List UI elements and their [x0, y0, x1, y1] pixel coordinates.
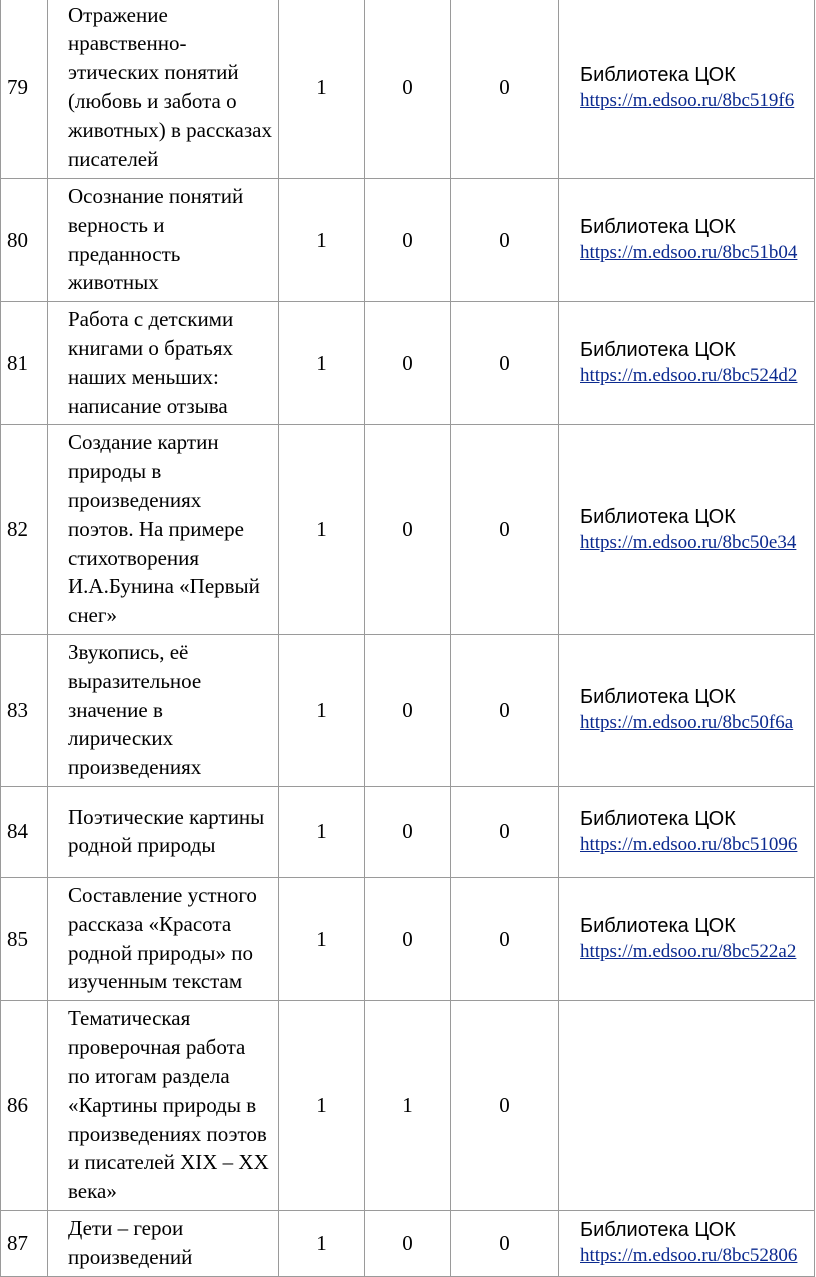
lesson-topic	[48, 0, 279, 179]
resource-link[interactable]: https://m.edsoo.ru/8bc52806	[580, 1245, 798, 1267]
table-row	[1, 425, 815, 635]
lesson-topic-text: Дети – герои произведений	[68, 1216, 193, 1269]
hours-control: 1	[365, 1001, 451, 1211]
table-row	[1, 1001, 815, 1211]
hours-practical: 0	[451, 877, 559, 1000]
lesson-topic	[48, 786, 279, 877]
hours-total: 1	[279, 0, 365, 179]
resource-label: Библиотека ЦОК	[580, 1219, 736, 1242]
resource-link[interactable]: https://m.edsoo.ru/8bc50f6a	[580, 712, 794, 734]
lesson-number: 87	[1, 1211, 48, 1277]
hours-control: 0	[365, 302, 451, 425]
hours-total: 1	[279, 425, 365, 635]
lesson-topic-text: Отражение нравственно-этических понятий (любовь и забота о животных) в рассказах писателей	[68, 2, 272, 171]
lesson-topic	[48, 877, 279, 1000]
lesson-topic	[48, 179, 279, 302]
hours-total: 1	[279, 786, 365, 877]
lesson-topic-text: Звукопись, её выразительное значение в лирических произведениях	[68, 639, 202, 780]
resource-link[interactable]: https://m.edsoo.ru/8bc50e34	[580, 531, 797, 553]
lesson-number: 80	[1, 179, 48, 302]
hours-total: 1	[279, 1001, 365, 1211]
hours-control: 0	[365, 425, 451, 635]
table-row	[1, 877, 815, 1000]
table-row	[1, 302, 815, 425]
lesson-number: 79	[1, 0, 48, 179]
resource-link[interactable]: https://m.edsoo.ru/8bc51096	[580, 833, 798, 855]
resource-cell	[559, 425, 815, 635]
hours-total: 1	[279, 179, 365, 302]
lesson-number: 81	[1, 302, 48, 425]
table-row	[1, 0, 815, 179]
lesson-topic-text: Создание картин природы в произведениях поэтов. На примере стихотворения И.А.Бунина «Первый снег»	[68, 430, 260, 628]
hours-total: 1	[279, 302, 365, 425]
resource-label: Библиотека ЦОК	[580, 686, 736, 709]
resource-link[interactable]: https://m.edsoo.ru/8bc51b04	[580, 242, 798, 264]
hours-control: 0	[365, 1211, 451, 1277]
resource-label: Библиотека ЦОК	[580, 807, 736, 830]
hours-control: 0	[365, 786, 451, 877]
hours-practical: 0	[451, 786, 559, 877]
hours-practical: 0	[451, 425, 559, 635]
hours-practical: 0	[451, 0, 559, 179]
resource-label: Библиотека ЦОК	[580, 915, 736, 938]
hours-practical: 0	[451, 1211, 559, 1277]
resource-label: Библиотека ЦОК	[580, 216, 736, 239]
hours-control: 0	[365, 634, 451, 786]
lesson-topic-text: Тематическая проверочная работа по итогам раздела «Картины природы в произведениях поэтов и писателей XIX – XX века»	[68, 1006, 269, 1204]
lesson-number: 84	[1, 786, 48, 877]
lesson-topic	[48, 302, 279, 425]
resource-cell	[559, 877, 815, 1000]
hours-control: 0	[365, 179, 451, 302]
lesson-topic-text: Осознание понятий верность и преданность животных	[68, 184, 244, 295]
hours-practical: 0	[451, 634, 559, 786]
resource-cell	[559, 786, 815, 877]
lesson-topic	[48, 1211, 279, 1277]
resource-label: Библиотека ЦОК	[580, 63, 736, 86]
lesson-number: 85	[1, 877, 48, 1000]
lesson-topic-text: Поэтические картины родной природы	[68, 804, 265, 858]
lesson-number: 86	[1, 1001, 48, 1211]
resource-label: Библиотека ЦОК	[580, 505, 736, 528]
resource-cell	[559, 302, 815, 425]
hours-control: 0	[365, 0, 451, 179]
table-row	[1, 1211, 815, 1277]
resource-link[interactable]: https://m.edsoo.ru/8bc519f6	[580, 89, 795, 111]
hours-practical: 0	[451, 1001, 559, 1211]
resource-cell	[559, 1001, 815, 1211]
resource-label: Библиотека ЦОК	[580, 339, 736, 362]
resource-cell	[559, 0, 815, 179]
lesson-topic	[48, 425, 279, 635]
lesson-number: 83	[1, 634, 48, 786]
hours-total: 1	[279, 877, 365, 1000]
hours-control: 0	[365, 877, 451, 1000]
hours-practical: 0	[451, 302, 559, 425]
table-row	[1, 786, 815, 877]
lesson-number: 82	[1, 425, 48, 635]
hours-practical: 0	[451, 179, 559, 302]
resource-cell	[559, 634, 815, 786]
lesson-topic	[48, 634, 279, 786]
lesson-topic	[48, 1001, 279, 1211]
lesson-topic-text: Работа с детскими книгами о братьях наших меньших: написание отзыва	[68, 307, 234, 418]
resource-link[interactable]: https://m.edsoo.ru/8bc522a2	[580, 941, 797, 963]
table-row	[1, 634, 815, 786]
table-row	[1, 179, 815, 302]
lesson-plan-rows	[1, 0, 815, 1276]
lesson-topic-text: Составление устного рассказа «Красота родной природы» по изученным текстам	[68, 882, 257, 994]
hours-total: 1	[279, 1211, 365, 1277]
resource-link[interactable]: https://m.edsoo.ru/8bc524d2	[580, 365, 798, 387]
resource-cell	[559, 179, 815, 302]
hours-total: 1	[279, 634, 365, 786]
resource-cell	[559, 1211, 815, 1277]
